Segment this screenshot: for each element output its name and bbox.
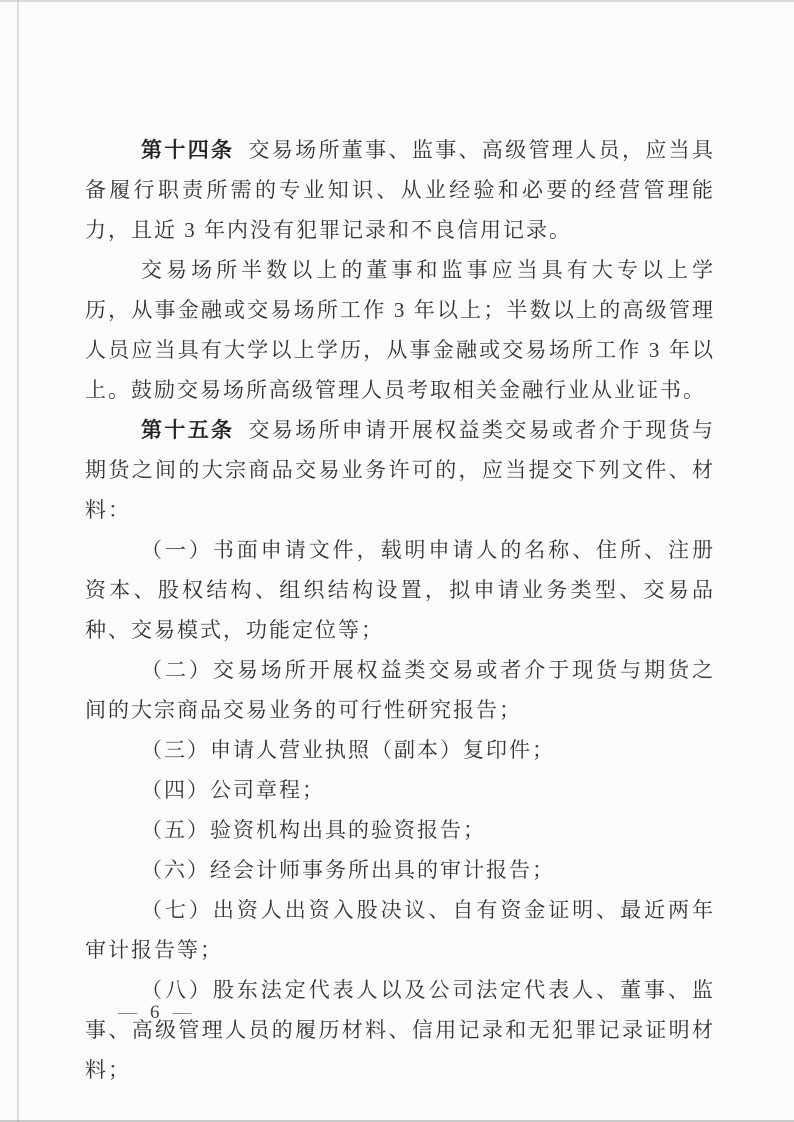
scan-edge-left: [17, 0, 19, 1122]
paragraph: [85, 130, 715, 250]
paragraph: [85, 530, 715, 650]
paragraph: [85, 250, 715, 410]
article-heading: 第十五条: [141, 418, 235, 442]
page-footer: [118, 1000, 192, 1026]
paragraph-text: （八）股东法定代表人以及公司法定代表人、董事、监事、高级管理人员的履历材料、信用记录和无犯罪记录证明材料；: [85, 978, 715, 1082]
paragraph-text: 交易场所半数以上的董事和监事应当具有大专以上学历，从事金融或交易场所工作 3 年以上；半数以上的高级管理人员应当具有大学以上学历，从事金融或交易场所工作 3 年以上。鼓励交易场所高级管理人员考取相关金融行业从业证书。: [85, 258, 715, 402]
paragraph-text: （二）交易场所开展权益类交易或者介于现货与期货之间的大宗商品交易业务的可行性研究报告；: [85, 658, 715, 722]
paragraph-text: 交易场所申请开展权益类交易或者介于现货与期货之间的大宗商品交易业务许可的，应当提交下列文件、材料：: [85, 418, 716, 522]
article-heading: 第十四条: [141, 138, 235, 162]
paragraph-text: 交易场所董事、监事、高级管理人员，应当具备履行职责所需的专业知识、从业经验和必要的经营管理能力，且近 3 年内没有犯罪记录和不良信用记录。: [85, 138, 716, 242]
paragraph-text: （七）出资人出资入股决议、自有资金证明、最近两年审计报告等；: [85, 898, 715, 962]
paragraph: [85, 890, 715, 970]
paragraph-text: （五）验资机构出具的验资报告；: [141, 818, 486, 842]
scan-edge-top: [0, 0, 794, 2]
paragraph: [85, 810, 715, 850]
footer-dash-right: —: [172, 1002, 192, 1023]
paragraph: [85, 410, 715, 530]
paragraph-text: （一）书面申请文件，载明申请人的名称、住所、注册资本、股权结构、组织结构设置，拟申请业务类型、交易品种、交易模式，功能定位等；: [85, 538, 715, 642]
paragraph-text: （六）经会计师事务所出具的审计报告；: [141, 858, 555, 882]
paragraph: [85, 650, 715, 730]
paragraph: [85, 770, 715, 810]
paragraph: [85, 970, 715, 1090]
page-number: 6: [150, 1002, 160, 1023]
paragraph-text: （四）公司章程；: [141, 778, 325, 802]
paragraph: [85, 730, 715, 770]
paragraph-text: （三）申请人营业执照（副本）复印件；: [141, 738, 555, 762]
footer-dash-left: —: [118, 1002, 137, 1023]
paragraph: [85, 850, 715, 890]
document-body: [85, 130, 715, 1090]
